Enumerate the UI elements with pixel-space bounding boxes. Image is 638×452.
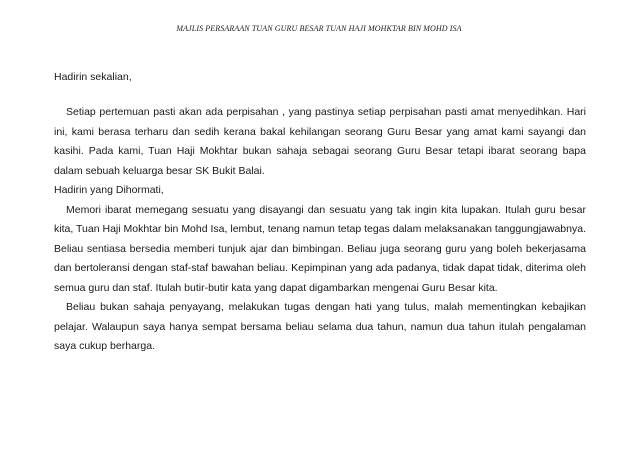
- paragraph-farewell: Setiap pertemuan pasti akan ada perpisahan , yang pastinya setiap perpisahan pasti amat menyedihkan. Hari ini, kami berasa terharu dan sedih kerana bakal kehilangan seorang Guru Besar yang amat kami sayangi dan kasihi. Pada kami, Tuan Haji Mokhtar bukan sahaja sebagai seorang Guru Besar tetapi ibarat seorang bapa dalam sebuah keluarga besar SK Bukit Balai.: [54, 106, 586, 177]
- page-header-title: MAJLIS PERSARAAN TUAN GURU BESAR TUAN HAJI MOHKTAR BIN MOHD ISA: [176, 24, 462, 33]
- paragraph-memory: Memori ibarat memegang sesuatu yang disayangi dan sesuatu yang tak ingin kita lupakan. Itulah guru besar kita, Tuan Haji Mokhtar bin Mohd Isa, lembut, tenang namun tetap tegas dalam melaksanakan tanggungjawabnya. Beliau sentiasa bersedia memberi tunjuk ajar dan bimbingan. Beliau juga seorang guru yang boleh bekerjasama dan bertoleransi dengan staf-staf bawahan beliau. Kepimpinan yang ada padanya, tidak dapat tidak, diterima oleh semua guru dan staf. Itulah butir-butir kata yang dapat digambarkan mengenai Guru Besar kita.: [54, 203, 586, 294]
- greeting-line: Hadirin sekalian,: [54, 71, 132, 83]
- paragraph-caring: Beliau bukan sahaja penyayang, melakukan tugas dengan hati yang tulus, malah mementingkan kebajikan pelajar. Walaupun saya hanya sempat bersama beliau selama dua tahun, namun dua tahun itulah pengalaman saya cukup berharga.: [54, 301, 586, 352]
- salutation-line: Hadirin yang Dihormati,: [54, 184, 164, 196]
- document-body: [54, 103, 586, 357]
